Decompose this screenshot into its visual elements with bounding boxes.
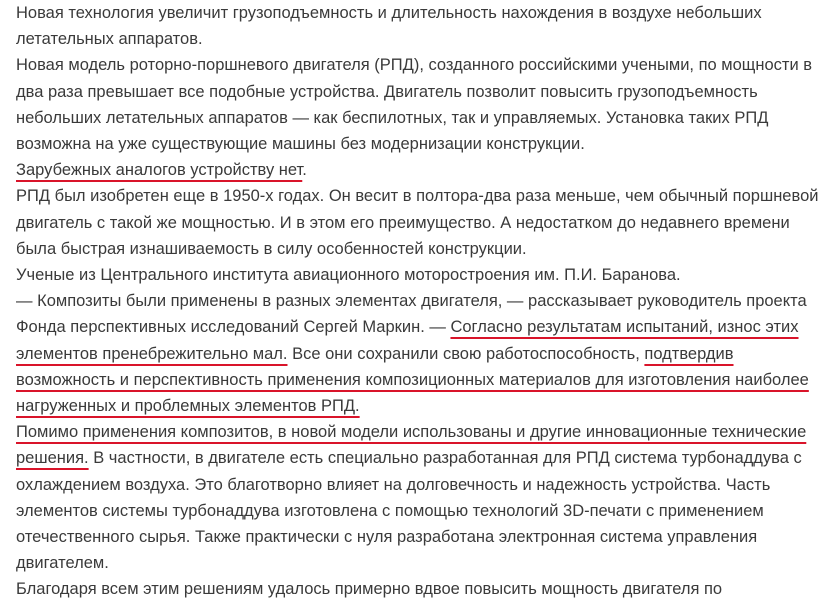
paragraph-intro-text: Новая модель роторно-поршневого двигателя (РПД), созданного российскими учеными, по мощности в два раза превышает все подобные устройства. Двигатель позволит повысить грузоподъемность небольших летательных аппаратов — как беспилотных, так и управляемых. Установка таких РПД возможна на уже существующие машины без модернизации конструкции. — [16, 56, 813, 154]
paragraph-institute-text: Ученые из Центрального института авиационного моторостроения им. П.И. Баранова. — [16, 266, 681, 285]
paragraph-no-analogs — [16, 157, 831, 183]
highlighted-no-analogs: Зарубежных аналогов устройству нет — [16, 161, 303, 180]
paragraph-history-text: РПД был изобретен еще в 1950-х годах. Он весит в полтора-два раза меньше, чем обычный поршневой двигатель с такой же мощностью. И в этом его преимущество. А недостатком до недавнего времени была быстрая изнашиваемость в силу особенностей конструкции. — [16, 187, 819, 258]
quote-middle: Все они сохранили свою работоспособность, — [287, 344, 645, 363]
highlighted-test-results: Согласно результатам испытаний, износ этих элементов пренебрежительно мал. — [16, 318, 799, 363]
paragraph-power — [16, 576, 831, 602]
paragraph-history — [16, 183, 831, 262]
paragraph-no-analogs-end: . — [302, 161, 307, 180]
paragraph-lead — [16, 0, 831, 52]
highlighted-composites-confirmation: подтвердив возможность и перспективность применения композиционных материалов для изготовления наиболее нагруженных и проблемных элементов РПД. — [16, 344, 809, 416]
paragraph-intro — [16, 52, 831, 157]
paragraph-power-text: Благодаря всем этим решениям удалось примерно вдвое повысить мощность двигателя по — [16, 580, 723, 599]
quote-start: — Композиты были применены в разных элементах двигателя, — рассказывает руководитель проекта Фонда перспективных исследований Сергей Маркин. — — [16, 292, 807, 337]
paragraph-quote — [16, 288, 831, 419]
paragraph-lead-text: Новая технология увеличит грузоподъемность и длительность нахождения в воздухе небольших летательных аппаратов. — [16, 4, 762, 49]
article-body — [16, 0, 831, 603]
paragraph-innovations-rest: В частности, в двигателе есть специально разработанная для РПД система турбонаддува с охлаждением воздуха. Это благотворно влияет на долговечность и надежность устройства. Часть элементов системы турбонаддува изготовлена с помощью технологий 3D-печати с применением отечественного сырья. Также практически с нуля разработана электронная система управления двигателем. — [16, 449, 802, 573]
paragraph-innovations — [16, 419, 831, 576]
paragraph-institute — [16, 262, 831, 288]
highlighted-innovations: Помимо применения композитов, в новой модели использованы и другие инновационные технические решения. — [16, 423, 807, 468]
